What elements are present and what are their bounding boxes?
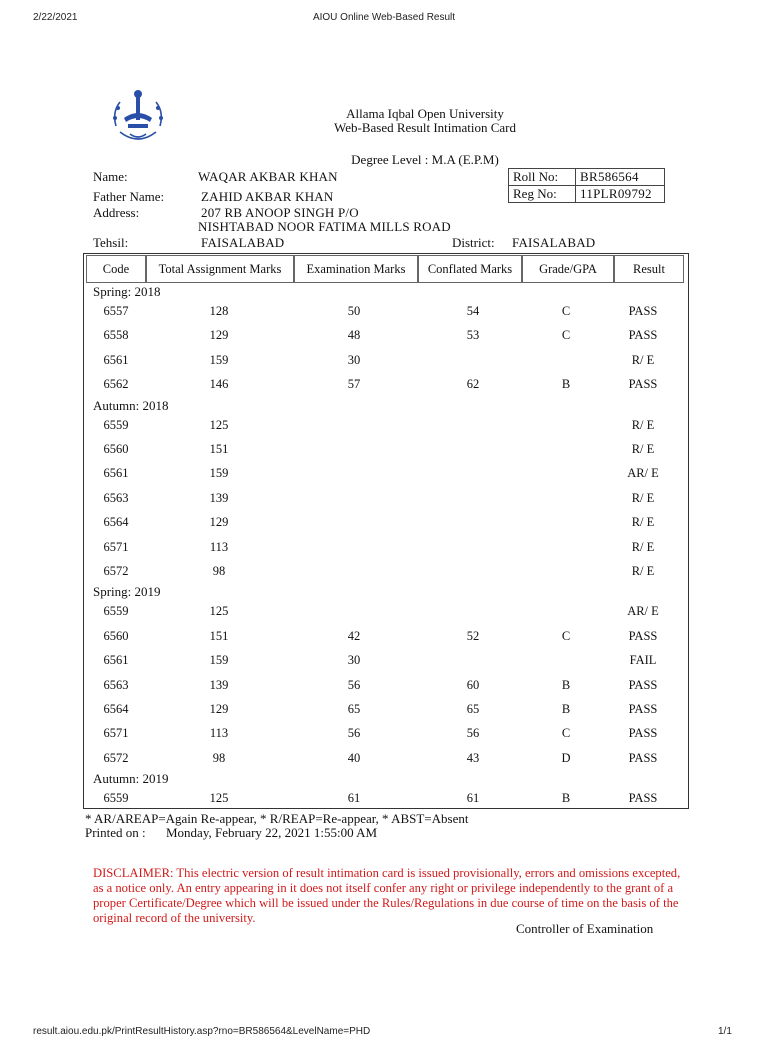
tehsil-value: FAISALABAD	[201, 235, 285, 250]
cell-exam: 56	[347, 677, 361, 692]
cell-assignment: 113	[209, 539, 229, 554]
cell-exam: 57	[347, 377, 361, 392]
address-line2: NISHTABAD NOOR FATIMA MILLS ROAD	[198, 219, 451, 234]
university-name: Allama Iqbal Open University	[346, 106, 504, 121]
cell-code: 6564	[103, 702, 129, 716]
cell-code: 6561	[103, 352, 129, 367]
cell-code: 6558	[103, 328, 129, 343]
cell-result: R/ E	[631, 490, 655, 505]
result-table	[83, 253, 689, 809]
semester-label: Autumn: 2018	[93, 397, 169, 413]
cell-code: 6571	[103, 539, 129, 554]
semester-label: Spring: 2019	[93, 584, 161, 600]
legend-note: * AR/AREAP=Again Re-appear, * R/REAP=Re-appear, * ABST=Absent	[85, 811, 469, 826]
address-line1: 207 RB ANOOP SINGH P/O	[201, 205, 359, 220]
cell-grade: B	[561, 677, 571, 692]
cell-code: 6561	[103, 466, 129, 481]
cell-conflated: 54	[466, 304, 480, 318]
cell-exam: 30	[347, 653, 361, 668]
cell-assignment: 139	[209, 490, 229, 505]
cell-conflated: 60	[466, 677, 480, 692]
cell-grade: B	[561, 377, 571, 392]
print-date: 2/22/2021	[33, 12, 78, 23]
cell-result: PASS	[628, 628, 658, 643]
cell-code: 6559	[103, 604, 129, 619]
cell-result: PASS	[628, 377, 658, 392]
cell-result: PASS	[628, 791, 658, 806]
cell-exam: 61	[347, 791, 361, 806]
reg-label: Reg No:	[509, 186, 576, 203]
university-logo-icon	[106, 88, 170, 148]
cell-assignment: 139	[209, 677, 229, 692]
cell-code: 6559	[103, 417, 129, 432]
cell-exam: 40	[347, 750, 361, 765]
cell-conflated: 56	[466, 726, 480, 741]
cell-result: R/ E	[631, 442, 655, 456]
semester-label: Autumn: 2019	[93, 771, 169, 787]
cell-assignment: 146	[209, 377, 229, 392]
student-name: WAQAR AKBAR KHAN	[198, 169, 338, 184]
cell-result: PASS	[628, 328, 658, 343]
header-result: Result	[614, 255, 684, 283]
cell-exam: 48	[347, 328, 361, 343]
reg-number: 11PLR09792	[576, 186, 665, 203]
roll-label: Roll No:	[509, 169, 576, 186]
cell-assignment: 113	[209, 726, 229, 741]
cell-result: AR/ E	[627, 466, 659, 481]
cell-conflated: 53	[466, 328, 480, 343]
cell-grade: D	[561, 750, 571, 765]
cell-code: 6563	[103, 490, 129, 505]
cell-grade: C	[561, 628, 571, 643]
cell-grade: B	[561, 791, 571, 806]
district-label: District:	[452, 235, 495, 250]
controller-signature: Controller of Examination	[516, 921, 654, 936]
cell-result: PASS	[628, 702, 658, 716]
cell-assignment: 125	[209, 791, 229, 806]
cell-assignment: 98	[212, 564, 226, 578]
header-code: Code	[86, 255, 146, 283]
cell-assignment: 125	[209, 417, 229, 432]
cell-result: AR/ E	[627, 604, 659, 619]
father-name: ZAHID AKBAR KHAN	[201, 189, 334, 204]
cell-assignment: 159	[209, 466, 229, 481]
cell-grade: B	[561, 702, 571, 716]
cell-conflated: 52	[466, 628, 480, 643]
cell-conflated: 43	[466, 750, 480, 765]
cell-assignment: 151	[209, 628, 229, 643]
cell-assignment: 128	[209, 304, 229, 318]
header-grade: Grade/GPA	[522, 255, 614, 283]
address-label: Address:	[93, 205, 140, 220]
cell-result: R/ E	[631, 515, 655, 530]
cell-exam: 42	[347, 628, 361, 643]
cell-grade: C	[561, 304, 571, 318]
cell-code: 6560	[103, 442, 129, 456]
cell-result: R/ E	[631, 564, 655, 578]
cell-grade: C	[561, 328, 571, 343]
cell-result: FAIL	[629, 653, 657, 668]
cell-code: 6561	[103, 653, 129, 668]
district-value: FAISALABAD	[512, 235, 596, 250]
header-assignment: Total Assignment Marks	[146, 255, 294, 283]
cell-exam: 30	[347, 352, 361, 367]
cell-assignment: 98	[212, 750, 226, 765]
cell-result: PASS	[628, 726, 658, 741]
printed-on-value: Monday, February 22, 2021 1:55:00 AM	[166, 825, 378, 840]
page-number: 1/1	[718, 1026, 732, 1037]
cell-result: R/ E	[631, 417, 655, 432]
printed-on-label: Printed on :	[85, 825, 146, 840]
cell-code: 6564	[103, 515, 129, 530]
cell-assignment: 129	[209, 328, 229, 343]
cell-code: 6572	[103, 564, 129, 578]
cell-assignment: 125	[209, 604, 229, 619]
cell-grade: C	[561, 726, 571, 741]
header-exam: Examination Marks	[294, 255, 418, 283]
print-title: AIOU Online Web-Based Result	[312, 12, 456, 23]
cell-result: PASS	[628, 677, 658, 692]
disclaimer-text: DISCLAIMER: This electric version of result intimation card is issued provisionally, errors and omissions excepted, as a notice only. An entry appearing in it does not itself confer any right or privilege independently to the grant of a proper Certificate/Degree which will be issued under the Rules/Regulations in due course of time on the basis of the original record of the university.	[93, 866, 681, 925]
degree-level: Degree Level : M.A (E.P.M)	[351, 152, 499, 167]
cell-code: 6557	[103, 304, 129, 318]
cell-code: 6572	[103, 750, 129, 765]
cell-result: R/ E	[631, 539, 655, 554]
print-url: result.aiou.edu.pk/PrintResultHistory.asp?rno=BR586564&LevelName=PHD	[33, 1026, 371, 1037]
roll-number: BR586564	[576, 169, 665, 186]
cell-assignment: 159	[209, 352, 229, 367]
cell-code: 6560	[103, 628, 129, 643]
cell-exam: 56	[347, 726, 361, 741]
cell-assignment: 129	[209, 515, 229, 530]
cell-exam: 50	[347, 304, 361, 318]
id-box	[508, 168, 665, 203]
cell-conflated: 65	[466, 702, 480, 716]
cell-code: 6559	[103, 791, 129, 806]
cell-code: 6571	[103, 726, 129, 741]
cell-assignment: 159	[209, 653, 229, 668]
tehsil-label: Tehsil:	[93, 235, 129, 250]
cell-result: R/ E	[631, 352, 655, 367]
cell-assignment: 129	[209, 702, 229, 716]
cell-conflated: 62	[466, 377, 480, 392]
header-conflated: Conflated Marks	[418, 255, 522, 283]
cell-conflated: 61	[466, 791, 480, 806]
cell-result: PASS	[628, 304, 658, 318]
cell-assignment: 151	[209, 442, 229, 456]
father-label: Father Name:	[93, 189, 165, 204]
cell-code: 6563	[103, 677, 129, 692]
card-title: Web-Based Result Intimation Card	[334, 120, 516, 135]
semester-label: Spring: 2018	[93, 284, 161, 299]
cell-exam: 65	[347, 702, 361, 716]
cell-code: 6562	[103, 377, 129, 392]
cell-result: PASS	[628, 750, 658, 765]
name-label: Name:	[93, 169, 128, 184]
